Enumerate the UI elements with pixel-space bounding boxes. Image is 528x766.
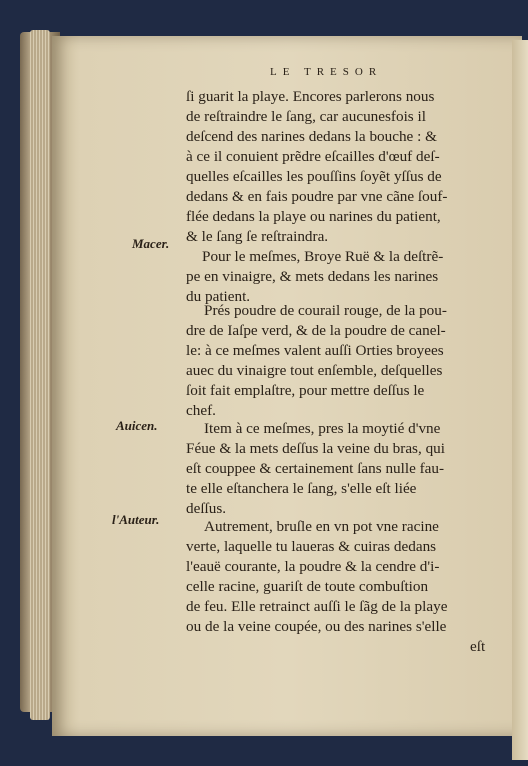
running-header: LE TRESOR [270, 66, 383, 78]
text-line: le: à ce meſmes valent auſſi Orties broyees [186, 342, 444, 359]
text-line: chef. [186, 402, 216, 419]
text-line: eſt [470, 638, 486, 655]
text-line: flée dedans la playe ou narines du patient, [186, 208, 441, 225]
text-line: Prés poudre de courail rouge, de la pou- [204, 302, 447, 319]
text-line: de feu. Elle retrainct auſſi le ſãg de la playe [186, 598, 448, 615]
text-line: Pour le meſmes, Broye Ruë & la deſtrẽ- [202, 248, 444, 265]
text-line: dre de Iaſpe verd, & de la poudre de canel- [186, 322, 446, 339]
text-line: eſt couppee & certainement ſans nulle fau- [186, 460, 445, 477]
text-line: ſi guarit la playe. Encores parlerons nous [186, 88, 435, 105]
text-line: Féue & la mets deſſus la veine du bras, qui [186, 440, 445, 457]
text-line: te elle eſtanchera le ſang, s'elle eſt liée [186, 480, 417, 497]
text-line: l'eauë courante, la poudre & la cendre d'i- [186, 558, 440, 575]
text-line: ou de la veine coupée, ou des narines s'elle [186, 618, 447, 635]
text-line: verte, laquelle tu laueras & cuiras dedans [186, 538, 437, 555]
text-line: dedans & en fais poudre par vne cãne ſouf- [186, 188, 448, 205]
text-line: & le ſang ſe reſtraindra. [186, 228, 329, 245]
text-line: deſcend des narines dedans la bouche : & [186, 128, 437, 145]
text-line: quelles eſcailles les pouſſins ſoyẽt yſſus de [186, 168, 442, 185]
text-line: à ce il conuient prẽdre eſcailles d'œuf deſ- [186, 148, 440, 165]
margin-note-auicen: Auicen. [116, 418, 158, 433]
text-line: auec du vinaigre tout enſemble, deſquelles [186, 362, 443, 379]
margin-note-auteur: l'Auteur. [112, 512, 160, 527]
text-line: Autrement, bruſle en vn pot vne racine [204, 518, 439, 535]
margin-note-macer: Macer. [132, 236, 170, 251]
text-line: celle racine, guariſt de toute combuſtion [186, 578, 429, 595]
text-line: du patient. [186, 288, 251, 305]
text-line: ſoit fait emplaſtre, pour mettre deſſus le [186, 382, 425, 399]
facing-page-edge [512, 40, 528, 760]
text-line: deſſus. [186, 500, 227, 517]
text-line: de reſtraindre le ſang, car aucunesfois il [186, 108, 426, 125]
text-line: Item à ce meſmes, pres la moytié d'vne [204, 420, 441, 437]
page-stack [30, 30, 50, 720]
text-line: pe en vinaigre, & mets dedans les narines [186, 268, 439, 285]
